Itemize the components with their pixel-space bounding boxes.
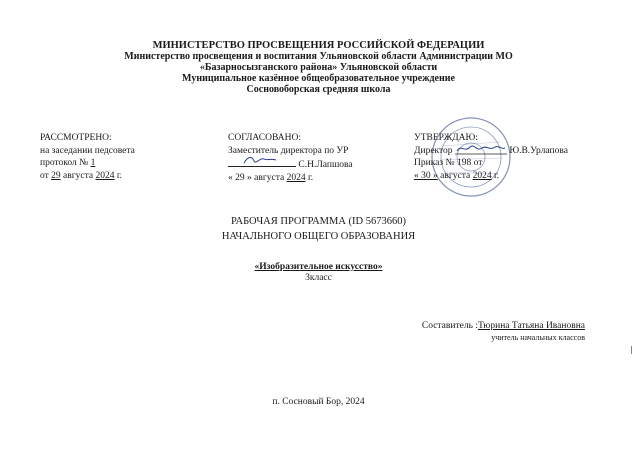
agreed-name: С.Н.Лапшова (298, 160, 353, 170)
margin-mark (631, 346, 632, 354)
ministry-title: МИНИСТЕРСТВО ПРОСВЕЩЕНИЯ РОССИЙСКОЙ ФЕДЕРАЦИИ (152, 40, 485, 51)
reviewed-title: РАССМОТРЕНО: (40, 133, 112, 143)
reviewed-block (40, 132, 135, 182)
reviewed-protocol: протокол № 1 (40, 158, 96, 168)
composer-block (422, 320, 585, 344)
signature-scribble (242, 154, 278, 166)
approved-position: Директор (414, 145, 453, 156)
reviewed-date: от 29 августа 2024 г. (40, 170, 123, 181)
place-year: п. Сосновый Бор, 2024 (272, 397, 365, 407)
grade-label: 3класс (305, 273, 332, 283)
program-level: НАЧАЛЬНОГО ОБЩЕГО ОБРАЗОВАНИЯ (221, 231, 416, 242)
regional-ministry: Министерство просвещения и воспитания Ульяновской области Администрации МО (124, 51, 513, 62)
document-header (0, 40, 637, 95)
approved-name: Ю.В.Урлапова (509, 145, 568, 156)
subject-block (0, 262, 637, 284)
agreed-block (228, 132, 353, 184)
approved-title: УТВЕРЖДАЮ: (414, 133, 478, 143)
district-name: «Базарносызганского района» Ульяновской области (199, 62, 438, 73)
agreed-signature-row (228, 157, 353, 172)
approved-signature (455, 145, 507, 158)
composer-name: Тюрина Татьяна Ивановна (477, 321, 585, 331)
agreed-date: « 29 » августа 2024 г. (228, 172, 314, 183)
program-title-block (0, 214, 637, 244)
composer-label: Составитель : (421, 321, 478, 331)
approved-signature-row (414, 145, 568, 158)
director-signature-scribble (455, 143, 507, 155)
composer-role: учитель начальных классов (491, 333, 585, 342)
institution-type: Муниципальное казённое общеобразовательное учреждение (182, 73, 455, 84)
school-name: Сосновоборская средняя школа (246, 84, 391, 95)
reviewed-body: на заседании педсовета (40, 145, 135, 156)
approved-order: Приказ № 198 от (414, 158, 483, 168)
agreed-position: Заместитель директора по УР (228, 145, 349, 156)
signature-line (228, 157, 296, 167)
agreed-title: СОГЛАСОВАНО: (228, 133, 301, 143)
approved-block (414, 132, 568, 182)
program-title: РАБОЧАЯ ПРОГРАММА (ID 5673660) (230, 216, 406, 227)
subject-name: «Изобразительное искусство» (254, 262, 383, 272)
composer-line (422, 320, 585, 332)
approved-date: « 30 » августа 2024 г. (414, 170, 500, 181)
